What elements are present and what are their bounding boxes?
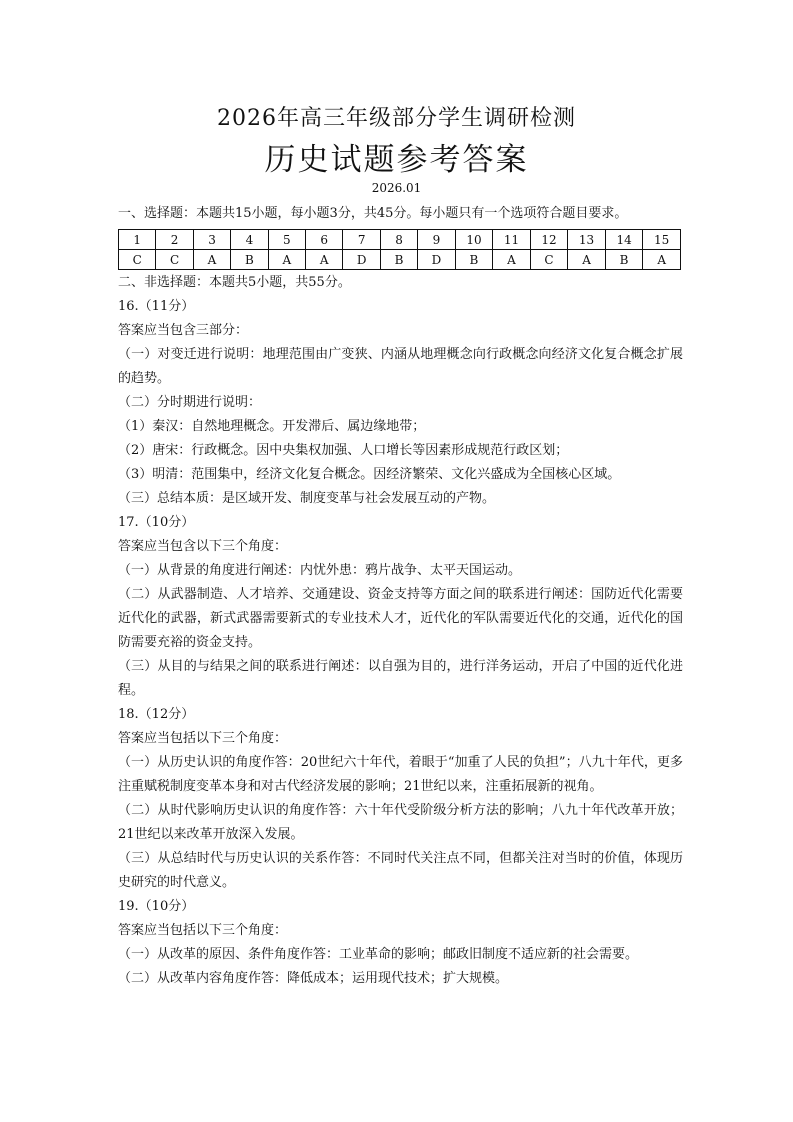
answer-line: （三）从总结时代与历史认识的关系作答：不同时代关注点不同，但都关注对当时的价值，体现历史研究的时代意义。 <box>118 851 683 890</box>
question-number-cell: 2 <box>156 230 193 250</box>
answer-line: （一）从背景的角度进行阐述：内忧外患：鸦片战争、太平天国运动。 <box>118 563 522 578</box>
section2-heading: 二、非选择题：本题共5小题，共55分。 <box>118 275 351 290</box>
answer-table <box>118 229 681 270</box>
answer-cell: A <box>306 250 343 270</box>
answer-line: （三）从目的与结果之间的联系进行阐述：以自强为目的，进行洋务运动，开启了中国的近代化进程。 <box>118 659 683 698</box>
answer-line: （三）总结本质：是区域开发、制度变革与社会发展互动的产物。 <box>118 491 496 506</box>
document-date: 2026.01 <box>371 181 422 195</box>
answer-cell: A <box>193 250 230 270</box>
answer-cell: D <box>418 250 455 270</box>
question-title: 17.（10分） <box>118 515 195 530</box>
question-title: 19.（10分） <box>118 899 195 914</box>
question-number-cell: 10 <box>455 230 493 250</box>
question-number-cell: 11 <box>493 230 531 250</box>
answer-line: （3）明清：范围集中，经济文化复合概念。因经济繁荣、文化兴盛成为全国核心区域。 <box>118 467 621 482</box>
question-title: 18.（12分） <box>118 707 195 722</box>
question-number-cell: 13 <box>568 230 606 250</box>
answer-line: （二）从武器制造、人才培养、交通建设、资金支持等方面之间的联系进行阐述：国防近代化需要近代化的武器，新式武器需要新式的专业技术人才，近代化的军队需要近代化的交通，近代化的国防需要充裕的资金支持。 <box>118 587 683 650</box>
answer-cell: B <box>455 250 493 270</box>
document-subtitle: 历史试题参考答案 <box>264 142 529 178</box>
answer-cell: C <box>530 250 568 270</box>
answer-cell: A <box>493 250 531 270</box>
answer-line: 答案应当包括以下三个角度： <box>118 923 288 938</box>
answer-table-answers-row <box>119 250 681 270</box>
answer-line: 答案应当包含三部分： <box>118 323 249 338</box>
answer-cell: C <box>156 250 193 270</box>
question-number-cell: 15 <box>643 230 681 250</box>
answer-cell: A <box>568 250 606 270</box>
question-number-cell: 9 <box>418 230 455 250</box>
question-title: 16.（11分） <box>118 299 195 314</box>
answer-line: （一）从历史认识的角度作答：20世纪六十年代，着眼于“加重了人民的负担”；八九十年代，更多注重赋税制度变革本身和对古代经济发展的影响；21世纪以来，注重拓展新的视角。 <box>118 755 683 794</box>
answer-cell: A <box>643 250 681 270</box>
answer-cell: B <box>380 250 417 270</box>
answer-line: 答案应当包括以下三个角度： <box>118 731 288 746</box>
question-number-cell: 5 <box>268 230 305 250</box>
question-number-cell: 1 <box>119 230 156 250</box>
answer-line: （二）从时代影响历史认识的角度作答：六十年代受阶级分析方法的影响；八九十年代改革开放；21世纪以来改革开放深入发展。 <box>118 803 683 842</box>
question-number-cell: 8 <box>380 230 417 250</box>
question-number-cell: 3 <box>193 230 230 250</box>
answer-line: 答案应当包含以下三个角度： <box>118 539 288 554</box>
question-number-cell: 7 <box>343 230 380 250</box>
question-number-cell: 14 <box>605 230 643 250</box>
answer-line: （二）分时期进行说明： <box>118 395 262 410</box>
answer-line: （2）唐宋：行政概念。因中央集权加强、人口增长等因素形成规范行政区划； <box>118 443 569 458</box>
question-number-cell: 4 <box>231 230 268 250</box>
answer-line: （二）从改革内容角度作答：降低成本；运用现代技术；扩大规模。 <box>118 971 509 986</box>
answer-cell: A <box>268 250 305 270</box>
answer-cell: D <box>343 250 380 270</box>
question-number-cell: 6 <box>306 230 343 250</box>
answer-cell: C <box>119 250 156 270</box>
question-number-cell: 12 <box>530 230 568 250</box>
answer-line: （一）从改革的原因、条件角度作答：工业革命的影响；邮政旧制度不适应新的社会需要。 <box>118 947 639 962</box>
document-body <box>118 202 683 991</box>
answer-line: （1）秦汉：自然地理概念。开发滞后、属边缘地带； <box>118 419 426 434</box>
answer-table-numbers-row <box>119 230 681 250</box>
answer-cell: B <box>605 250 643 270</box>
document-title: 2026年高三年级部分学生调研检测 <box>217 106 576 131</box>
answer-line: （一）对变迁进行说明：地理范围由广变狭、内涵从地理概念向行政概念向经济文化复合概念扩展的趋势。 <box>118 347 683 386</box>
section1-heading: 一、选择题：本题共15小题，每小题3分，共45分。每小题只有一个选项符合题目要求。 <box>118 206 628 221</box>
answer-cell: B <box>231 250 268 270</box>
